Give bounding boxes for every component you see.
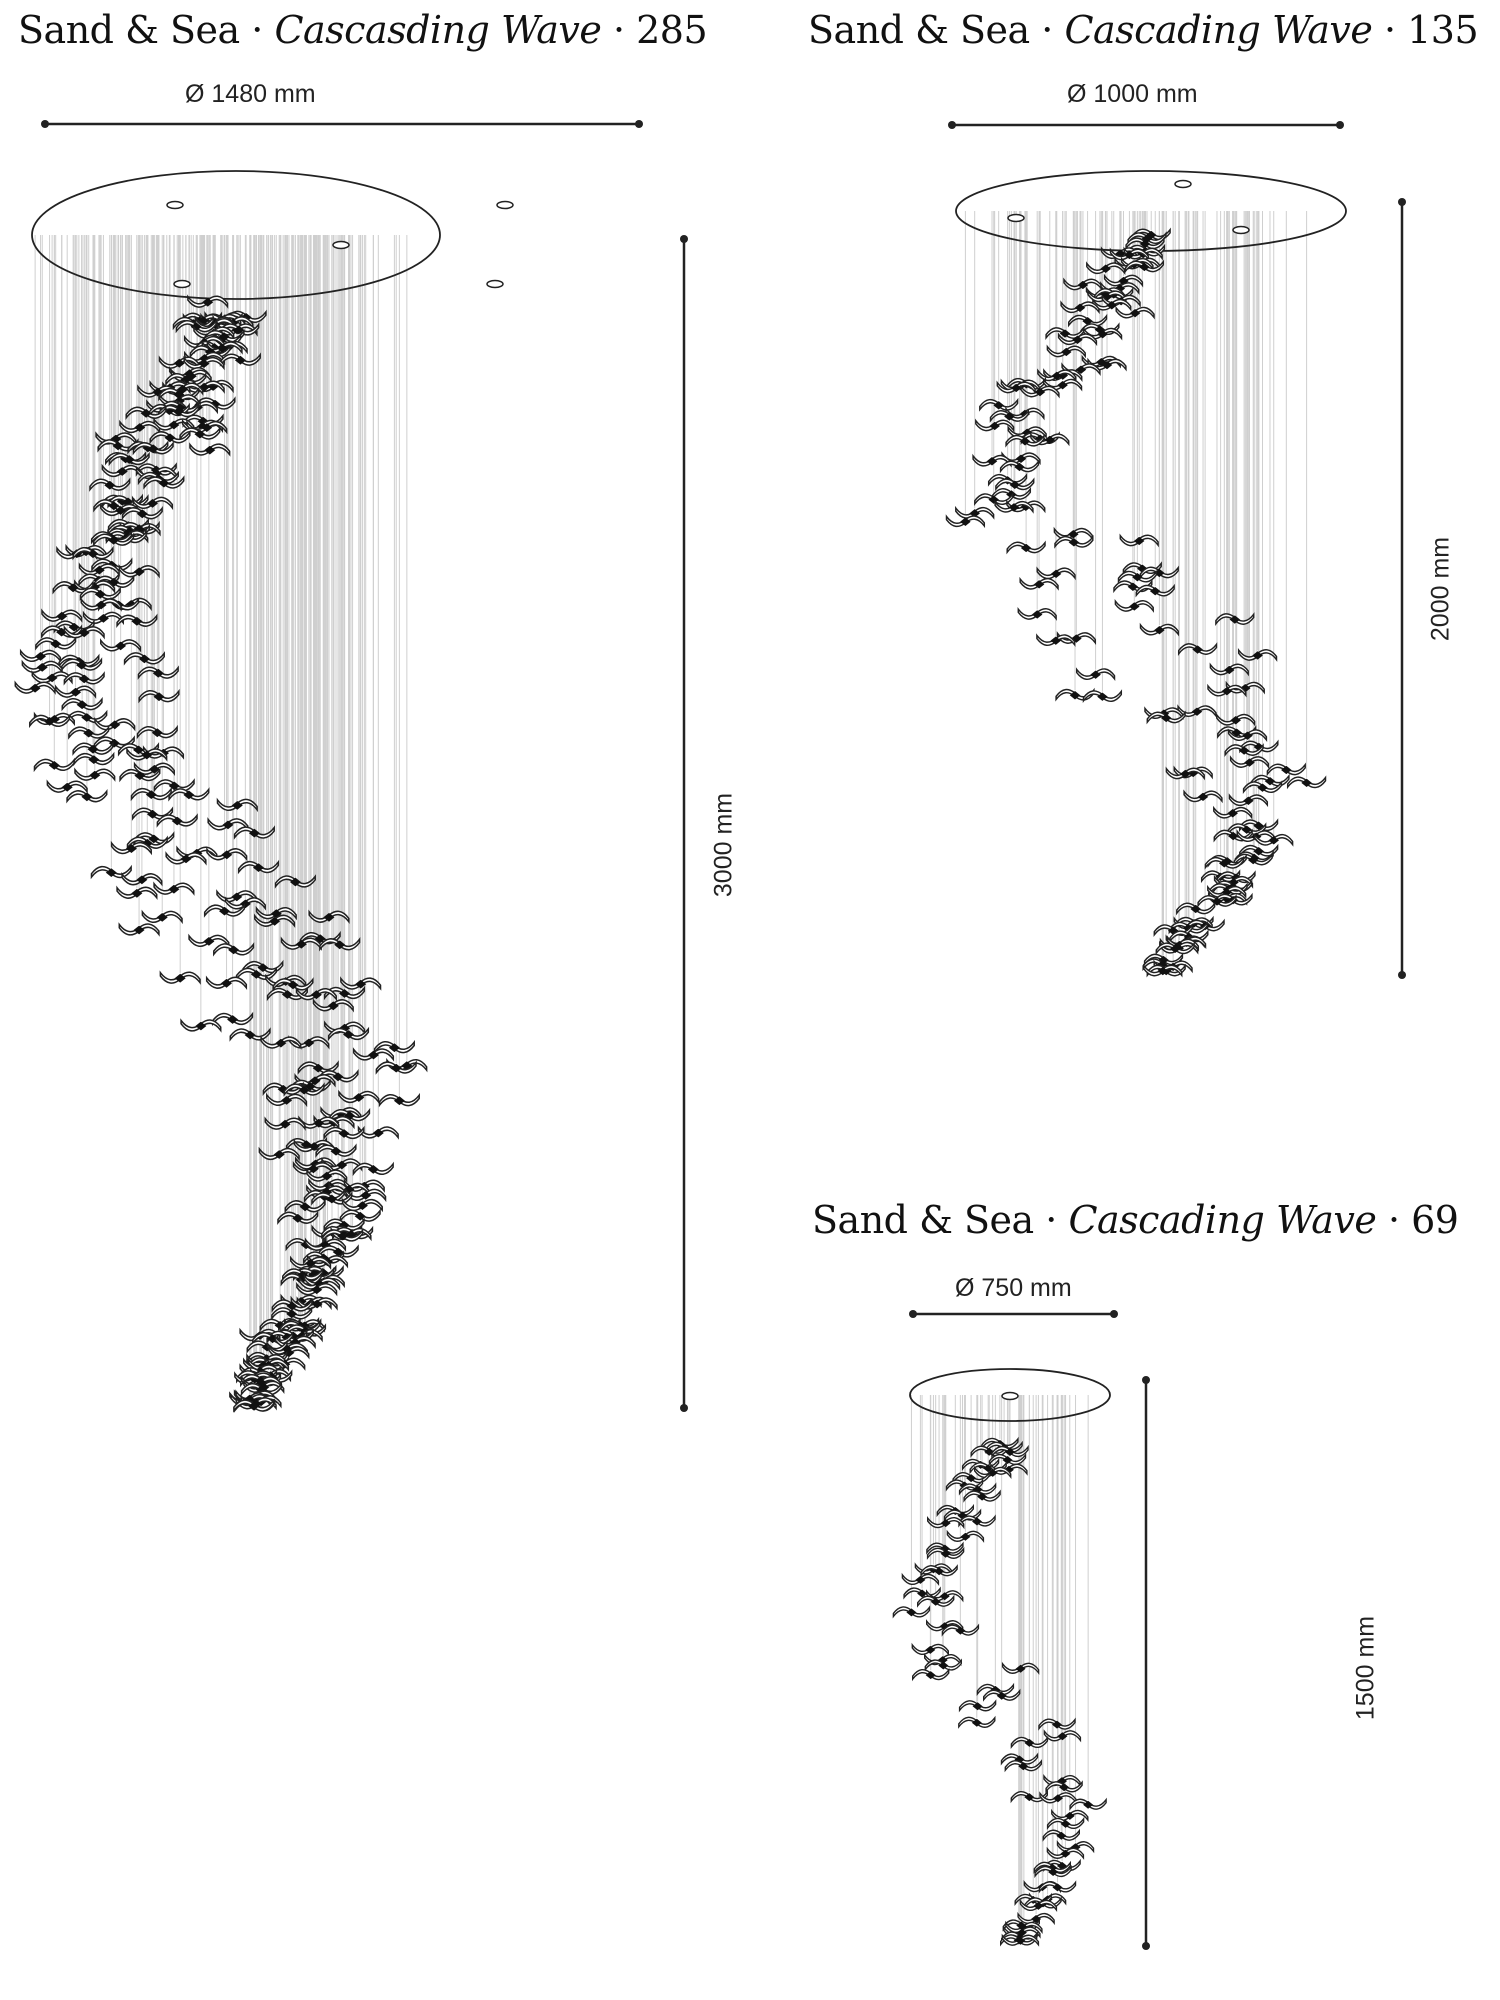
wave-piece [117,887,157,898]
product-name: Cascading Wave [1064,8,1373,52]
wave-piece [56,686,96,697]
product-name: Cascasding Wave [274,8,602,52]
wave-piece [960,1701,996,1711]
wave-piece [902,1574,938,1584]
canopy-mount-hole [333,242,349,249]
wave-piece [1077,669,1115,679]
wave-piece [1043,1830,1079,1840]
wave-piece [893,1607,929,1617]
chandelier-285 [15,171,513,1411]
wave-piece [90,479,130,490]
height-line-135-end [1398,971,1406,979]
diameter-label-135: Ø 1000 mm [1067,80,1198,108]
wave-piece [74,754,114,765]
wave-piece [341,978,381,989]
wave-piece [1166,768,1204,778]
wave-piece [996,479,1034,489]
wave-piece [1044,1731,1080,1741]
wave-piece [964,1491,1000,1501]
wave-piece [214,944,254,955]
wave-piece [1217,715,1255,725]
canopy-mount-hole [167,202,183,209]
diameter-line-135-end [1336,121,1344,129]
height-line-69-end [1142,1376,1150,1384]
wave-piece [1267,764,1305,774]
brand-name: Sand & Sea [812,1198,1034,1242]
wave-piece [1055,537,1093,547]
separator: · [1387,1198,1400,1242]
wave-piece [1179,644,1217,654]
separator: · [1045,1198,1057,1242]
wave-piece [190,444,230,455]
wave-piece [1208,685,1246,695]
wave-piece [380,1095,420,1106]
brand-name: Sand & Sea [808,8,1030,52]
product-title-135 [808,8,1478,52]
wave-piece [101,640,141,651]
wave-piece [984,1690,1020,1700]
wave-piece [959,1717,995,1727]
model-number: 285 [636,8,708,52]
wave-piece [166,853,206,864]
wave-piece [119,924,159,935]
height-line-285-end [680,1404,688,1412]
wave-piece [112,843,152,854]
separator: · [612,8,625,52]
wave-piece [132,789,172,800]
wave-piece [947,516,985,526]
wave-piece [340,1210,380,1221]
wave-piece [154,883,194,894]
model-number: 135 [1407,8,1479,52]
wave-piece [904,1588,940,1598]
wave-piece [207,977,247,988]
wave-piece [213,1014,253,1025]
diameter-line-285-end [41,120,49,128]
wave-piece [1001,461,1039,471]
wave-piece [80,564,120,575]
height-line-69-end [1142,1942,1150,1950]
wave-piece [1037,568,1075,578]
diameter-line-285-end [635,120,643,128]
wave-piece [160,972,200,983]
wave-piece [1018,609,1056,619]
canopy-mount-hole [1233,227,1249,234]
wave-piece [122,874,162,885]
wave-piece [1136,585,1174,595]
wave-piece [980,400,1018,410]
wave-piece [138,727,178,738]
wave-piece [1288,777,1326,787]
wave-piece [1040,1882,1076,1892]
separator: · [1383,8,1396,52]
canopy-mount-hole [1002,1393,1018,1400]
diameter-label-285: Ø 1480 mm [185,80,316,108]
wave-piece [181,1020,221,1031]
wave-piece [913,1670,949,1680]
wave-piece [1140,567,1178,577]
model-number: 69 [1411,1198,1459,1242]
wave-piece [1047,346,1085,356]
wave-piece [1020,1900,1056,1910]
wave-piece [62,699,102,710]
wave-piece [975,1467,1011,1477]
wave-piece [1210,664,1248,674]
canopy-mount-hole [1008,215,1024,222]
wave-piece [1064,279,1102,289]
wave-piece [157,815,197,826]
wave-piece [1177,903,1215,913]
height-label-135: 2000 mm [1426,536,1455,642]
wave-piece [1115,601,1153,611]
wave-piece [22,661,62,672]
wave-piece [1054,529,1092,539]
diameter-line-135-end [948,121,956,129]
chandelier-135 [947,171,1347,976]
wave-piece [169,789,209,800]
wave-piece [64,673,104,684]
wave-piece [1046,1782,1082,1792]
separator: · [251,8,263,52]
wave-piece [139,691,179,702]
height-label-285: 3000 mm [709,792,738,898]
wave-piece [127,749,167,760]
wave-piece [1230,795,1268,805]
wave-piece [1120,535,1158,545]
wave-piece [316,1145,356,1156]
canopy-mount-hole [497,202,513,209]
separator: · [1041,8,1053,52]
diameter-line-69-end [909,1310,917,1318]
wave-piece [1214,808,1252,818]
wave-piece [942,1625,978,1635]
wave-piece [1116,307,1154,317]
wave-piece [1061,302,1099,312]
wave-piece [15,682,55,693]
canopy-mount-hole [174,281,190,288]
wave-piece [154,780,194,791]
wave-piece [278,1212,318,1223]
wave-piece [35,759,75,770]
product-name: Cascading Wave [1068,1198,1377,1242]
wave-piece [354,1163,394,1174]
wave-piece [144,477,184,488]
wave-piece [339,1092,379,1103]
wave-piece [1184,791,1222,801]
wave-piece [75,769,115,780]
wave-piece [139,667,179,678]
canopy-mount-hole [1175,181,1191,188]
wave-piece [354,1049,394,1060]
product-title-69 [812,1198,1458,1242]
wave-piece [918,1596,954,1606]
wave-piece [1020,579,1058,589]
diameter-line-69-end [1110,1310,1118,1318]
height-line-135-end [1398,198,1406,206]
height-label-69: 1500 mm [1351,1615,1380,1721]
wave-piece [1084,691,1122,701]
wave-piece [959,1516,995,1526]
wave-piece [1087,263,1125,273]
diameter-label-69: Ø 750 mm [955,1274,1072,1302]
chandelier-69 [893,1369,1110,1945]
brand-name: Sand & Sea [18,8,240,52]
wave-piece [67,791,107,802]
wave-piece [73,743,113,754]
product-title-285 [18,8,707,52]
canopy-mount-hole [487,281,503,288]
height-line-285-end [680,235,688,243]
wave-piece [1141,624,1179,634]
wave-piece [117,615,157,626]
wave-piece [142,911,182,922]
wave-piece [92,867,132,878]
